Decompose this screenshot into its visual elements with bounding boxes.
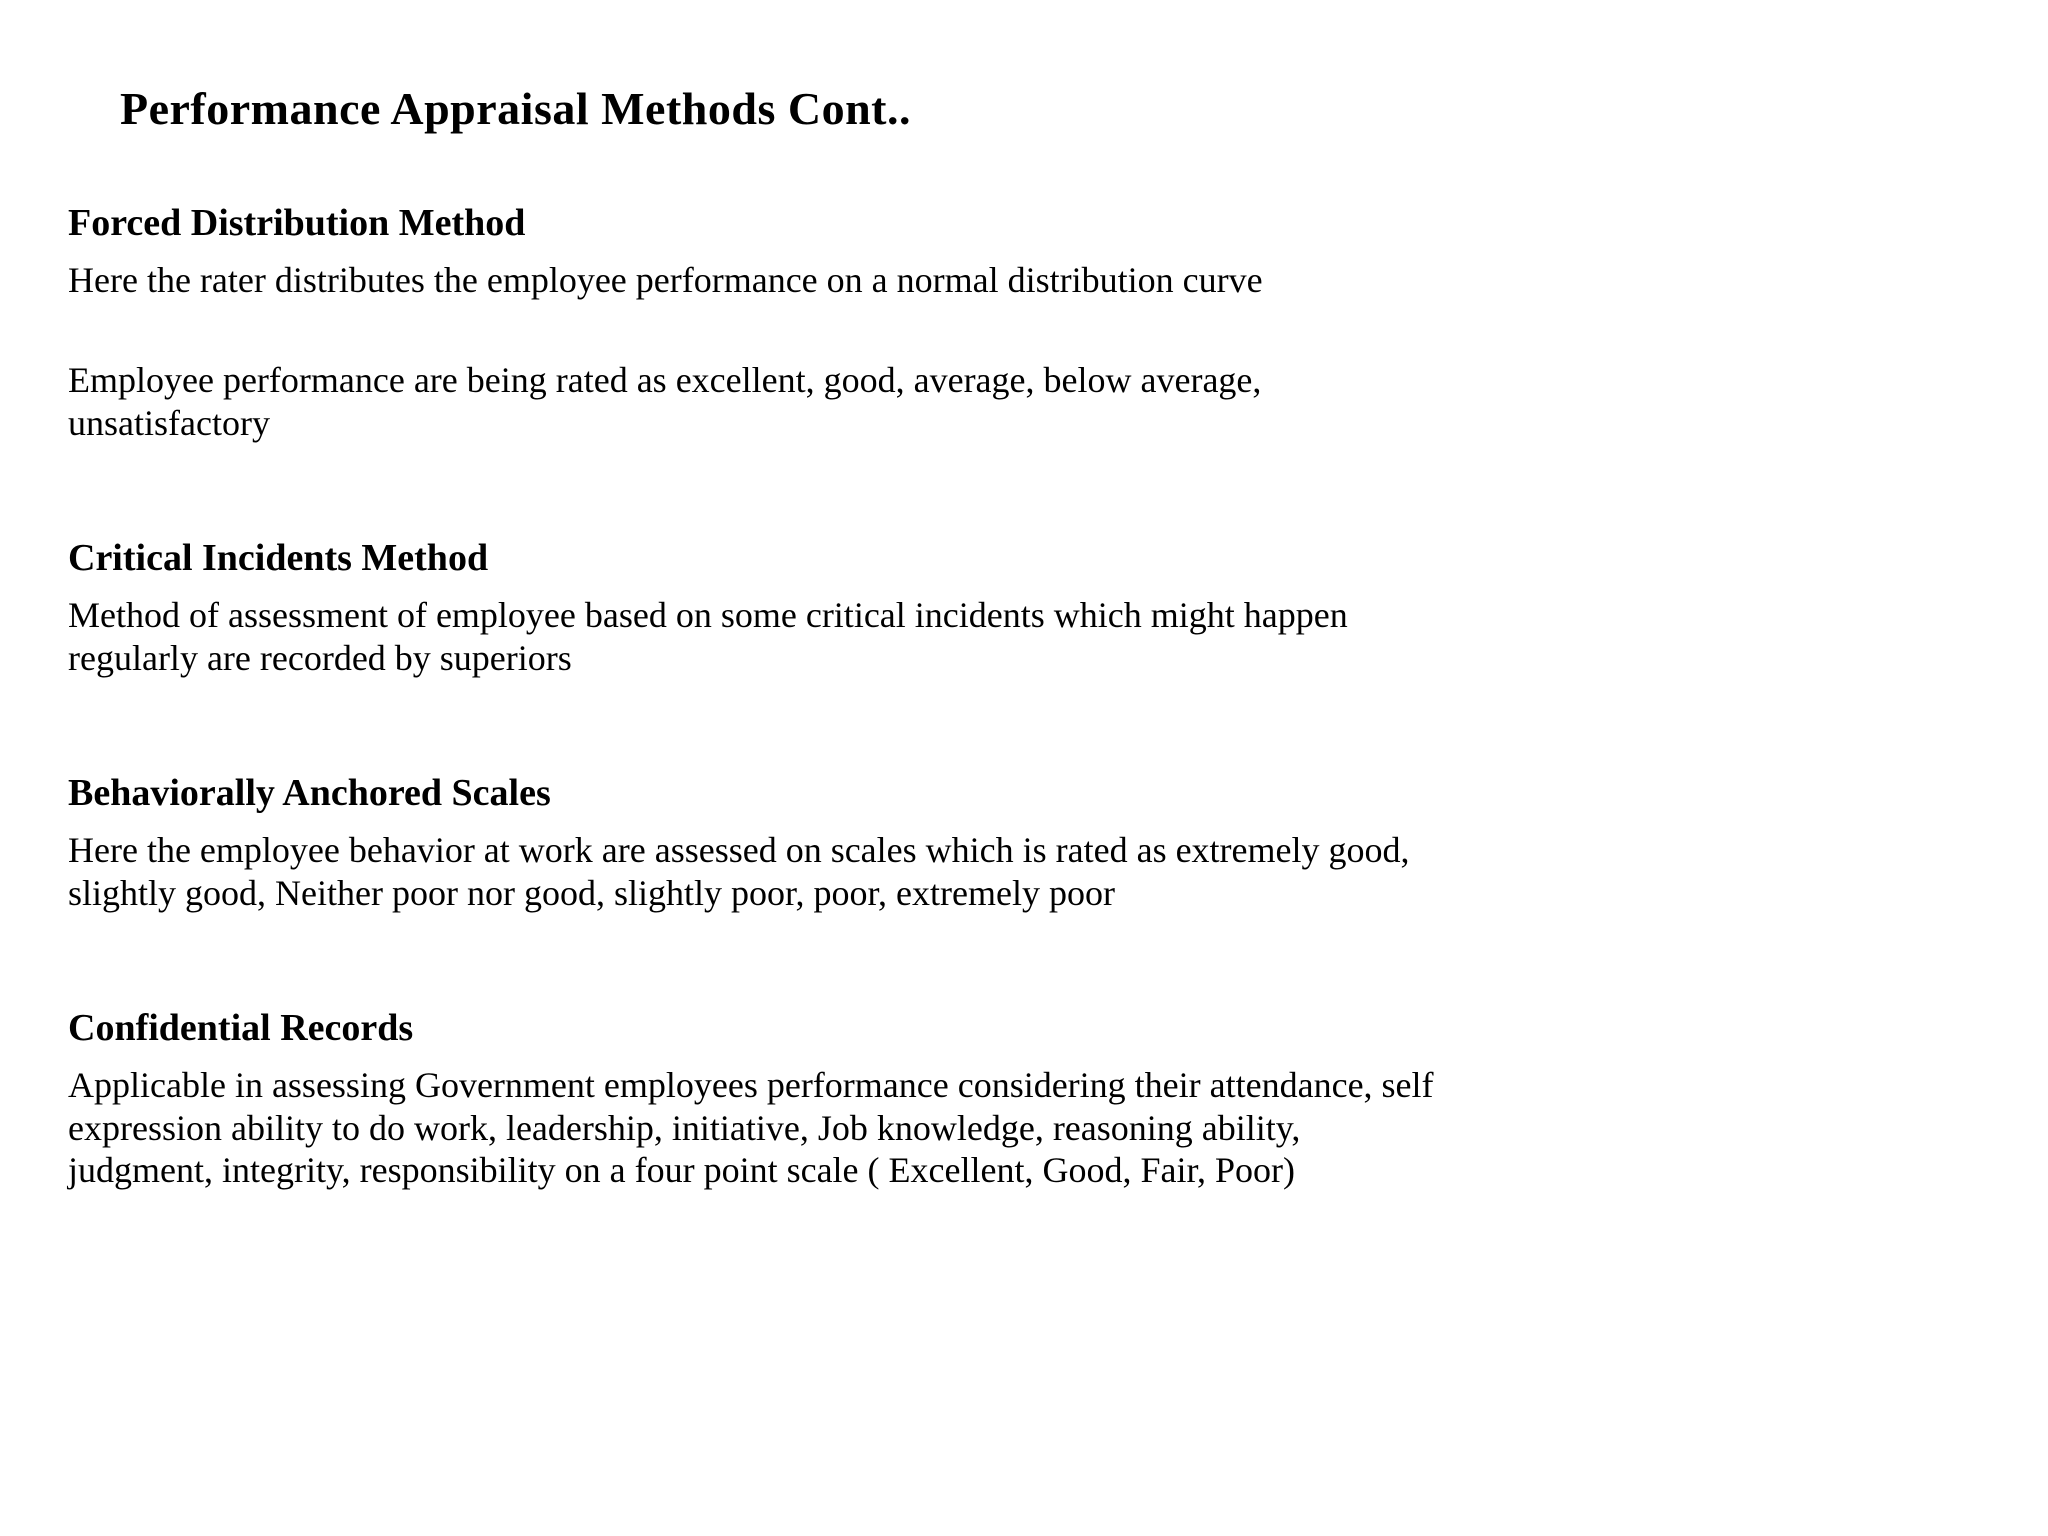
section-paragraph: Here the rater distributes the employee performance on a normal distribution curve [68, 260, 1263, 300]
section-heading: Confidential Records [68, 1007, 414, 1050]
section-paragraph: Applicable in assessing Government employees performance considering their attendance, self expression ability to do work, leadership, initiative, Job knowledge, reasoning ability, judgment, integrity, responsibility on a four point scale ( Excellent, Good, Fair, Poor) [68, 1065, 1434, 1191]
section-confidential-records [68, 1006, 1440, 1191]
section-forced-distribution [68, 201, 1440, 444]
slide-content [68, 201, 1440, 1192]
section-heading: Behaviorally Anchored Scales [68, 772, 551, 815]
section-heading: Critical Incidents Method [68, 537, 489, 580]
section-behaviorally-anchored-scales [68, 771, 1440, 914]
section-paragraph: Here the employee behavior at work are assessed on scales which is rated as extremely good, slightly good, Neither poor nor good, slightly poor, poor, extremely poor [68, 830, 1410, 913]
page-title: Performance Appraisal Methods Cont.. [120, 83, 911, 134]
section-heading: Forced Distribution Method [68, 202, 526, 244]
section-paragraph: Method of assessment of employee based on some critical incidents which might happen regularly are recorded by superiors [68, 595, 1348, 678]
section-critical-incidents [68, 536, 1440, 679]
section-paragraph: Employee performance are being rated as excellent, good, average, below average, unsatisfactory [68, 360, 1262, 443]
